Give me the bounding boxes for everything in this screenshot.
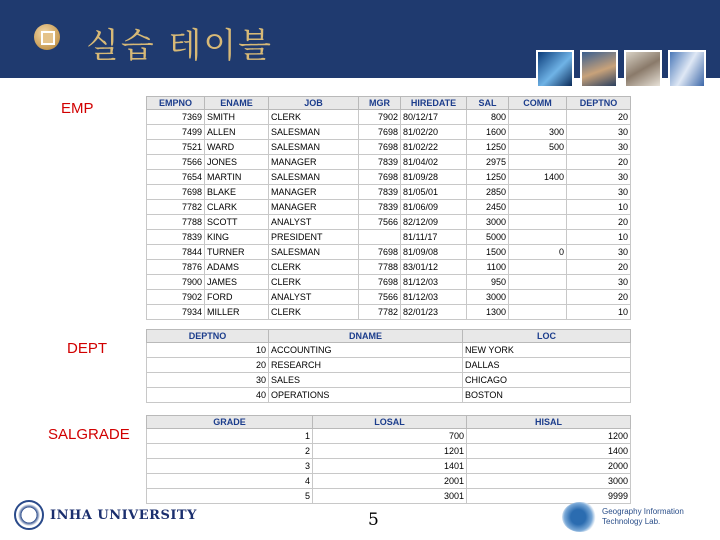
table-cell: 83/01/12 [401, 260, 467, 275]
table-cell: 9999 [467, 489, 631, 504]
table-cell: 7902 [147, 290, 205, 305]
table-cell: MILLER [205, 305, 269, 320]
table-row [147, 444, 631, 459]
table-cell: 3000 [467, 215, 509, 230]
table-cell: 3001 [313, 489, 467, 504]
table-cell: 10 [567, 305, 631, 320]
table-cell: 7521 [147, 140, 205, 155]
table-row [147, 230, 631, 245]
table-cell: SMITH [205, 110, 269, 125]
table-cell: MANAGER [269, 200, 359, 215]
table-cell: KING [205, 230, 269, 245]
table-row [147, 215, 631, 230]
table-row [147, 358, 631, 373]
table-cell: 81/06/09 [401, 200, 467, 215]
table-cell: NEW YORK [463, 343, 631, 358]
table-cell: DALLAS [463, 358, 631, 373]
table-row [147, 489, 631, 504]
table-cell: PRESIDENT [269, 230, 359, 245]
table-cell: 82/01/23 [401, 305, 467, 320]
table-cell [509, 260, 567, 275]
table-cell: RESEARCH [269, 358, 463, 373]
page-number: 5 [368, 510, 379, 530]
table-cell: 81/09/28 [401, 170, 467, 185]
column-header: HISAL [467, 416, 631, 429]
table-cell: 7839 [359, 185, 401, 200]
lab-name [602, 507, 702, 527]
table-cell: SCOTT [205, 215, 269, 230]
table-cell: 10 [147, 343, 269, 358]
table-cell: 81/05/01 [401, 185, 467, 200]
table-cell: 1250 [467, 140, 509, 155]
table-cell: 3000 [467, 290, 509, 305]
table-cell: 2001 [313, 474, 467, 489]
table-cell [509, 290, 567, 305]
emp-label: EMP [61, 100, 94, 117]
table-row [147, 110, 631, 125]
table-cell: 7876 [147, 260, 205, 275]
table-cell [509, 185, 567, 200]
table-cell: 1401 [313, 459, 467, 474]
table-row [147, 170, 631, 185]
photo-building-icon [668, 50, 706, 88]
column-header: JOB [269, 97, 359, 110]
table-cell: ALLEN [205, 125, 269, 140]
salgrade-label: SALGRADE [48, 426, 130, 443]
table-cell: 4 [147, 474, 313, 489]
table-cell: 7698 [359, 275, 401, 290]
table-cell: 7698 [147, 185, 205, 200]
table-cell: 20 [567, 110, 631, 125]
university-name: INHA UNIVERSITY [50, 507, 197, 523]
table-cell [509, 200, 567, 215]
photo-meeting-icon [580, 50, 618, 88]
table-cell: BLAKE [205, 185, 269, 200]
table-cell: 1 [147, 429, 313, 444]
table-cell: 7900 [147, 275, 205, 290]
table-row [147, 125, 631, 140]
table-cell: 2000 [467, 459, 631, 474]
table-cell: 5000 [467, 230, 509, 245]
table-cell: JAMES [205, 275, 269, 290]
table-cell: CLERK [269, 110, 359, 125]
table-cell: 1250 [467, 170, 509, 185]
table-cell: CLERK [269, 260, 359, 275]
table-cell: 3000 [467, 474, 631, 489]
table-cell: 1100 [467, 260, 509, 275]
globe-icon [562, 502, 598, 532]
table-cell: ANALYST [269, 290, 359, 305]
table-cell: 2850 [467, 185, 509, 200]
column-header: HIREDATE [401, 97, 467, 110]
table-cell: 30 [567, 185, 631, 200]
table-cell [509, 275, 567, 290]
table-cell: 950 [467, 275, 509, 290]
table-cell: 500 [509, 140, 567, 155]
table-cell: 7499 [147, 125, 205, 140]
table-cell: 7698 [359, 125, 401, 140]
table-cell: 3 [147, 459, 313, 474]
table-cell: 7839 [147, 230, 205, 245]
table-cell [359, 230, 401, 245]
table-cell: 20 [147, 358, 269, 373]
table-cell: 2 [147, 444, 313, 459]
table-cell: 7566 [359, 290, 401, 305]
table-cell: 1201 [313, 444, 467, 459]
table-row [147, 290, 631, 305]
table-cell: 1600 [467, 125, 509, 140]
table-cell: SALES [269, 373, 463, 388]
column-header: DEPTNO [147, 330, 269, 343]
table-cell: 1500 [467, 245, 509, 260]
table-cell: 1300 [467, 305, 509, 320]
table-cell [509, 155, 567, 170]
table-cell: 7902 [359, 110, 401, 125]
column-header: SAL [467, 97, 509, 110]
university-seal-icon [14, 500, 44, 530]
column-header: LOC [463, 330, 631, 343]
table-cell: MANAGER [269, 185, 359, 200]
table-cell: CHICAGO [463, 373, 631, 388]
table-cell: 7369 [147, 110, 205, 125]
table-cell: 7698 [359, 140, 401, 155]
emp-table [146, 96, 631, 320]
table-cell: 800 [467, 110, 509, 125]
table-row [147, 459, 631, 474]
table-cell: 30 [567, 140, 631, 155]
table-cell: 7839 [359, 200, 401, 215]
table-cell: SALESMAN [269, 245, 359, 260]
table-cell: TURNER [205, 245, 269, 260]
table-cell: 20 [567, 155, 631, 170]
table-cell: 81/02/20 [401, 125, 467, 140]
table-cell: 2975 [467, 155, 509, 170]
photo-network-icon [536, 50, 574, 88]
table-cell: ACCOUNTING [269, 343, 463, 358]
lab-logo [562, 502, 702, 532]
lab-name-line1: Geography Information [602, 507, 684, 516]
table-row [147, 429, 631, 444]
table-row [147, 305, 631, 320]
table-cell [509, 305, 567, 320]
table-cell: 1200 [467, 429, 631, 444]
table-cell: 10 [567, 230, 631, 245]
table-cell: 80/12/17 [401, 110, 467, 125]
table-cell: SALESMAN [269, 125, 359, 140]
table-cell: SALESMAN [269, 170, 359, 185]
table-cell: 7839 [359, 155, 401, 170]
table-cell: SALESMAN [269, 140, 359, 155]
dept-label: DEPT [67, 340, 108, 357]
column-header: MGR [359, 97, 401, 110]
table-cell: 40 [147, 388, 269, 403]
table-cell: 7844 [147, 245, 205, 260]
column-header: LOSAL [313, 416, 467, 429]
table-cell: 81/04/02 [401, 155, 467, 170]
table-cell: 7934 [147, 305, 205, 320]
table-cell: 0 [509, 245, 567, 260]
table-row [147, 200, 631, 215]
table-cell: CLERK [269, 305, 359, 320]
table-cell: 30 [567, 245, 631, 260]
table-cell: WARD [205, 140, 269, 155]
table-cell: 7566 [359, 215, 401, 230]
lab-name-line2: Technology Lab. [602, 517, 661, 526]
table-cell: 10 [567, 200, 631, 215]
column-header: GRADE [147, 416, 313, 429]
table-cell: 30 [147, 373, 269, 388]
table-row [147, 155, 631, 170]
table-cell: ADAMS [205, 260, 269, 275]
slide-header [0, 0, 720, 78]
table-cell: MANAGER [269, 155, 359, 170]
table-cell: CLERK [269, 275, 359, 290]
table-cell: 5 [147, 489, 313, 504]
table-cell [509, 215, 567, 230]
table-cell: 30 [567, 275, 631, 290]
table-cell: 7788 [147, 215, 205, 230]
table-cell: FORD [205, 290, 269, 305]
table-row [147, 474, 631, 489]
column-header: DEPTNO [567, 97, 631, 110]
table-row [147, 260, 631, 275]
table-cell: OPERATIONS [269, 388, 463, 403]
table-cell: 7654 [147, 170, 205, 185]
column-header: ENAME [205, 97, 269, 110]
table-row [147, 275, 631, 290]
table-cell [509, 110, 567, 125]
table-cell: JONES [205, 155, 269, 170]
table-cell: 81/12/03 [401, 275, 467, 290]
table-cell: 81/09/08 [401, 245, 467, 260]
table-cell: 2450 [467, 200, 509, 215]
table-cell: 700 [313, 429, 467, 444]
table-row [147, 185, 631, 200]
table-cell: 20 [567, 260, 631, 275]
table-cell: 7782 [359, 305, 401, 320]
table-cell: 81/11/17 [401, 230, 467, 245]
table-cell: 82/12/09 [401, 215, 467, 230]
table-cell: 30 [567, 125, 631, 140]
university-logo [14, 500, 197, 530]
table-cell: 7788 [359, 260, 401, 275]
slide-title: 실습 테이블 [86, 26, 274, 66]
table-cell: BOSTON [463, 388, 631, 403]
table-cell: 20 [567, 290, 631, 305]
table-cell: 300 [509, 125, 567, 140]
photo-phone-icon [624, 50, 662, 88]
table-cell: MARTIN [205, 170, 269, 185]
table-row [147, 388, 631, 403]
table-row [147, 343, 631, 358]
table-cell [509, 230, 567, 245]
table-row [147, 373, 631, 388]
table-cell: 7782 [147, 200, 205, 215]
table-cell: CLARK [205, 200, 269, 215]
table-row [147, 140, 631, 155]
table-cell: 7698 [359, 170, 401, 185]
table-cell: 81/12/03 [401, 290, 467, 305]
table-cell: 30 [567, 170, 631, 185]
salgrade-table [146, 415, 631, 504]
table-cell: 81/02/22 [401, 140, 467, 155]
table-cell: 7566 [147, 155, 205, 170]
column-header: DNAME [269, 330, 463, 343]
table-cell: 1400 [509, 170, 567, 185]
column-header: EMPNO [147, 97, 205, 110]
table-cell: 1400 [467, 444, 631, 459]
header-photo-strip [536, 50, 706, 88]
table-cell: ANALYST [269, 215, 359, 230]
table-cell: 20 [567, 215, 631, 230]
title-bullet-icon [34, 24, 60, 50]
table-row [147, 245, 631, 260]
table-cell: 7698 [359, 245, 401, 260]
column-header: COMM [509, 97, 567, 110]
dept-table [146, 329, 631, 403]
